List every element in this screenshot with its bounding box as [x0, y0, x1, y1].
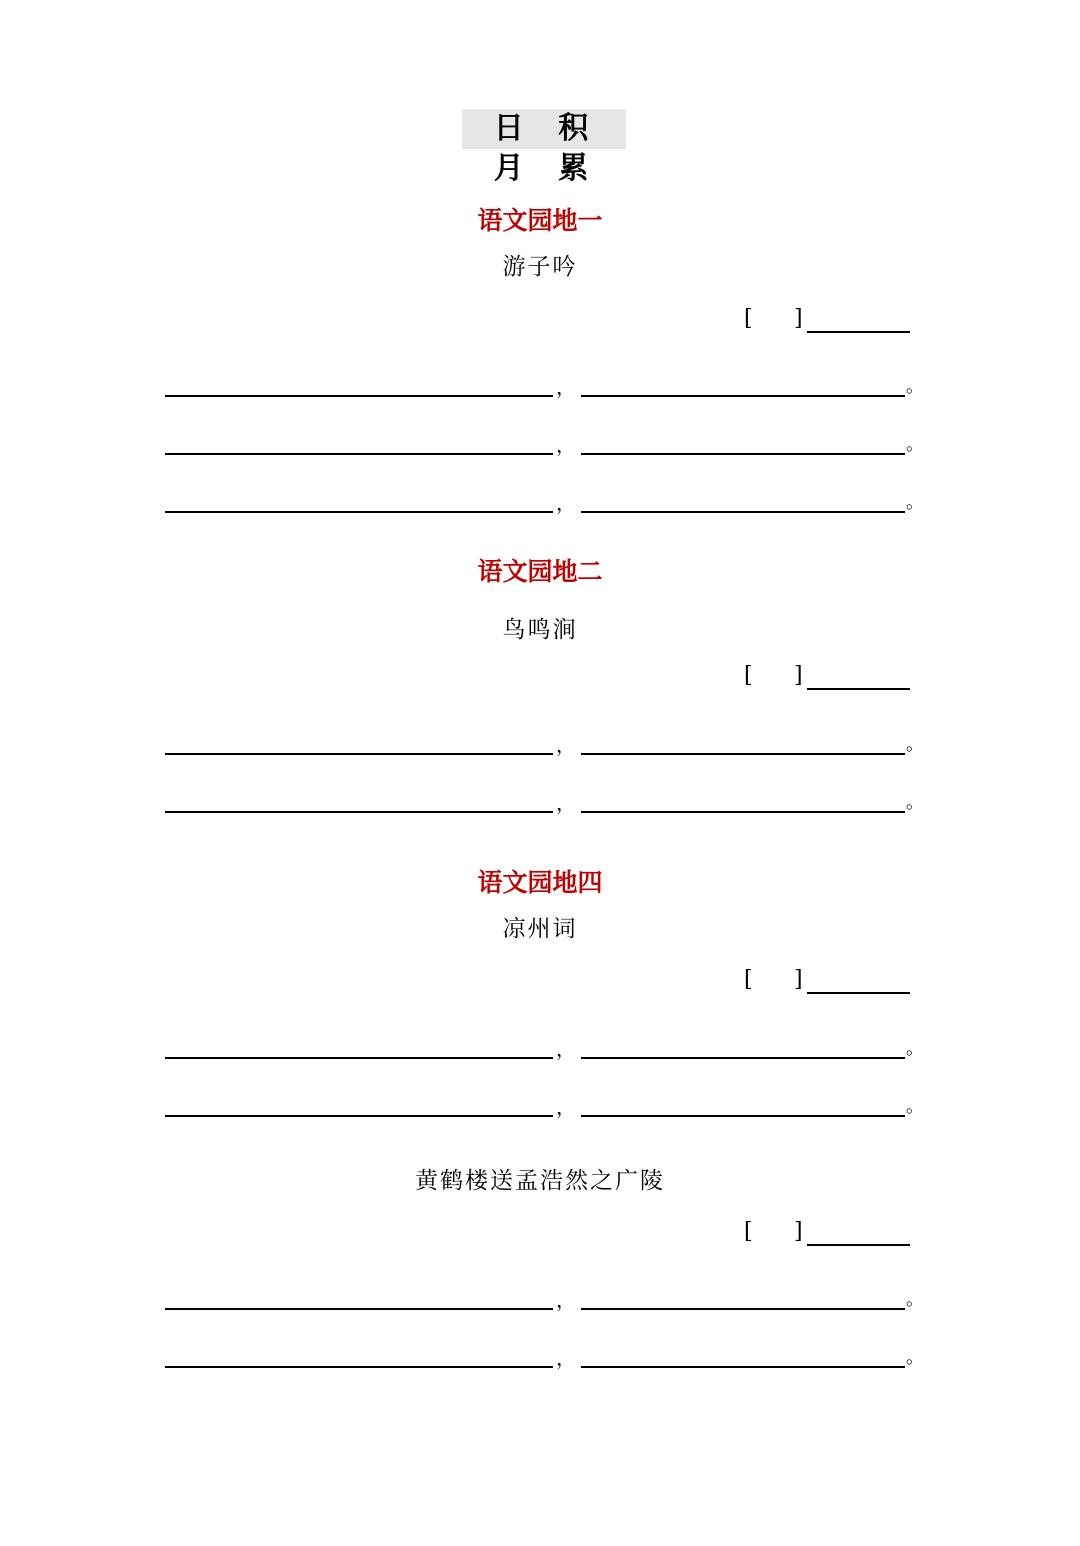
period-mark: 。: [906, 1289, 924, 1310]
page-title: 日 积 月 累: [462, 109, 626, 149]
comma-mark: ，: [556, 433, 576, 457]
author-blank[interactable]: [807, 992, 910, 994]
poem-title: 鸟鸣涧: [502, 617, 578, 643]
comma-mark: ，: [556, 1037, 576, 1061]
comma-mark: ，: [556, 375, 576, 399]
verse-blank-first[interactable]: [165, 1308, 553, 1310]
period-mark: 。: [906, 734, 924, 755]
period-mark: 。: [906, 1347, 924, 1368]
period-mark: 。: [906, 492, 924, 513]
bracket-right: ]: [794, 967, 803, 992]
poem-title: 凉州词: [502, 916, 578, 942]
comma-mark: ，: [556, 491, 576, 515]
comma-mark: ，: [556, 1095, 576, 1119]
bracket-right: ]: [794, 306, 803, 331]
verse-line: [0, 371, 1080, 401]
period-mark: 。: [906, 376, 924, 397]
verse-line: [0, 1284, 1080, 1314]
author-blank[interactable]: [807, 331, 910, 333]
verse-line: [0, 729, 1080, 759]
verse-blank-first[interactable]: [165, 511, 553, 513]
section-heading: 语文园地四: [477, 868, 603, 897]
verse-line: [0, 787, 1080, 817]
verse-blank-first[interactable]: [165, 1057, 553, 1059]
verse-blank-first[interactable]: [165, 753, 553, 755]
author-blank[interactable]: [807, 1244, 910, 1246]
section-heading: 语文园地一: [477, 206, 603, 235]
verse-line: [0, 1033, 1080, 1063]
comma-mark: ，: [556, 1346, 576, 1370]
author-line: [742, 305, 912, 335]
poem-title: 游子吟: [502, 254, 578, 280]
verse-line: [0, 429, 1080, 459]
bracket-left: [: [744, 967, 753, 992]
period-mark: 。: [906, 1038, 924, 1059]
author-blank[interactable]: [807, 688, 910, 690]
verse-line: [0, 487, 1080, 517]
verse-blank-second[interactable]: [581, 453, 905, 455]
bracket-right: ]: [794, 663, 803, 688]
author-line: [742, 966, 912, 996]
verse-blank-second[interactable]: [581, 1057, 905, 1059]
verse-line: [0, 1091, 1080, 1121]
bracket-right: ]: [794, 1219, 803, 1244]
author-line: [742, 1218, 912, 1248]
period-mark: 。: [906, 434, 924, 455]
bracket-left: [: [744, 1219, 753, 1244]
verse-blank-second[interactable]: [581, 1115, 905, 1117]
period-mark: 。: [906, 792, 924, 813]
comma-mark: ，: [556, 733, 576, 757]
verse-line: [0, 1342, 1080, 1372]
verse-blank-second[interactable]: [581, 511, 905, 513]
section-heading: 语文园地二: [477, 557, 603, 586]
period-mark: 。: [906, 1096, 924, 1117]
verse-blank-first[interactable]: [165, 395, 553, 397]
author-line: [742, 662, 912, 692]
verse-blank-second[interactable]: [581, 1366, 905, 1368]
verse-blank-second[interactable]: [581, 395, 905, 397]
verse-blank-first[interactable]: [165, 453, 553, 455]
verse-blank-first[interactable]: [165, 1115, 553, 1117]
verse-blank-second[interactable]: [581, 1308, 905, 1310]
bracket-left: [: [744, 306, 753, 331]
verse-blank-first[interactable]: [165, 811, 553, 813]
poem-title: 黄鹤楼送孟浩然之广陵: [415, 1168, 665, 1194]
comma-mark: ，: [556, 791, 576, 815]
verse-blank-first[interactable]: [165, 1366, 553, 1368]
verse-blank-second[interactable]: [581, 753, 905, 755]
comma-mark: ，: [556, 1288, 576, 1312]
verse-blank-second[interactable]: [581, 811, 905, 813]
bracket-left: [: [744, 663, 753, 688]
